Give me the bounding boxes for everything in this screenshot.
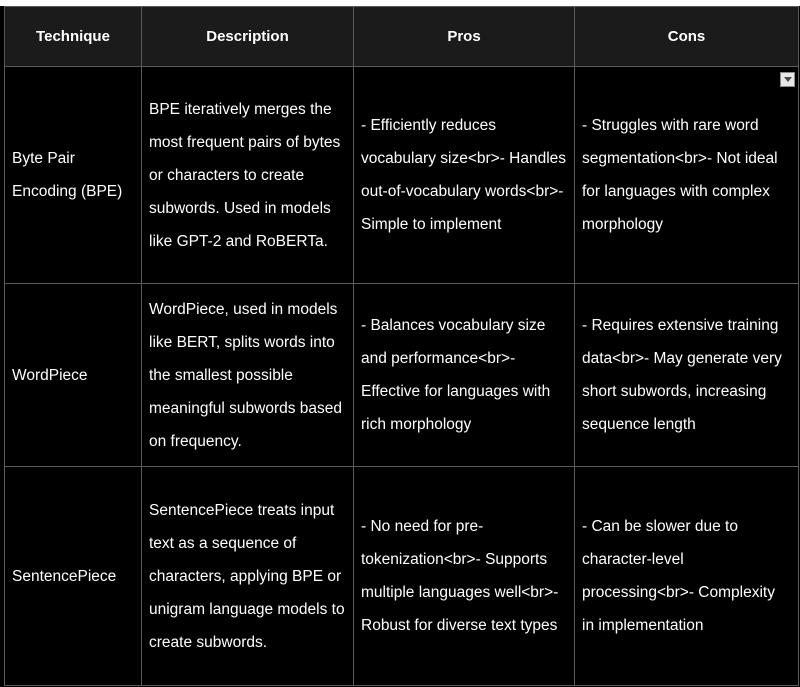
comparison-table — [4, 6, 799, 686]
description-cell: BPE iteratively merges the most frequent pairs of bytes or characters to create subwords. Used in models like GPT-2 and RoBERTa. — [142, 67, 354, 284]
cons-text: - Struggles with rare word segmentation<br>- Not ideal for languages with complex morphology — [582, 117, 778, 233]
description-cell: SentencePiece treats input text as a sequence of characters, applying BPE or unigram language models to create subwords. — [142, 467, 354, 686]
technique-cell: SentencePiece — [5, 467, 142, 686]
header-cons: Cons — [575, 7, 799, 67]
pros-cell: - No need for pre-tokenization<br>- Supports multiple languages well<br>- Robust for diverse text types — [354, 467, 575, 686]
header-pros: Pros — [354, 7, 575, 67]
header-description: Description — [142, 7, 354, 67]
cons-cell: - Can be slower due to character-level processing<br>- Complexity in implementation — [575, 467, 799, 686]
technique-cell: Byte Pair Encoding (BPE) — [5, 67, 142, 284]
cons-cell: - Requires extensive training data<br>- May generate very short subwords, increasing sequence length — [575, 284, 799, 467]
dropdown-arrow-icon[interactable] — [780, 72, 795, 87]
table-row — [5, 67, 799, 284]
table-row — [5, 284, 799, 467]
triangle-down-icon — [784, 77, 792, 82]
pros-cell: - Balances vocabulary size and performance<br>- Effective for languages with rich morphology — [354, 284, 575, 467]
header-row — [5, 7, 799, 67]
technique-cell: WordPiece — [5, 284, 142, 467]
header-technique: Technique — [5, 7, 142, 67]
pros-cell: - Efficiently reduces vocabulary size<br>- Handles out-of-vocabulary words<br>- Simple to implement — [354, 67, 575, 284]
description-cell: WordPiece, used in models like BERT, splits words into the smallest possible meaningful subwords based on frequency. — [142, 284, 354, 467]
table-row — [5, 467, 799, 686]
cons-cell — [575, 67, 799, 284]
